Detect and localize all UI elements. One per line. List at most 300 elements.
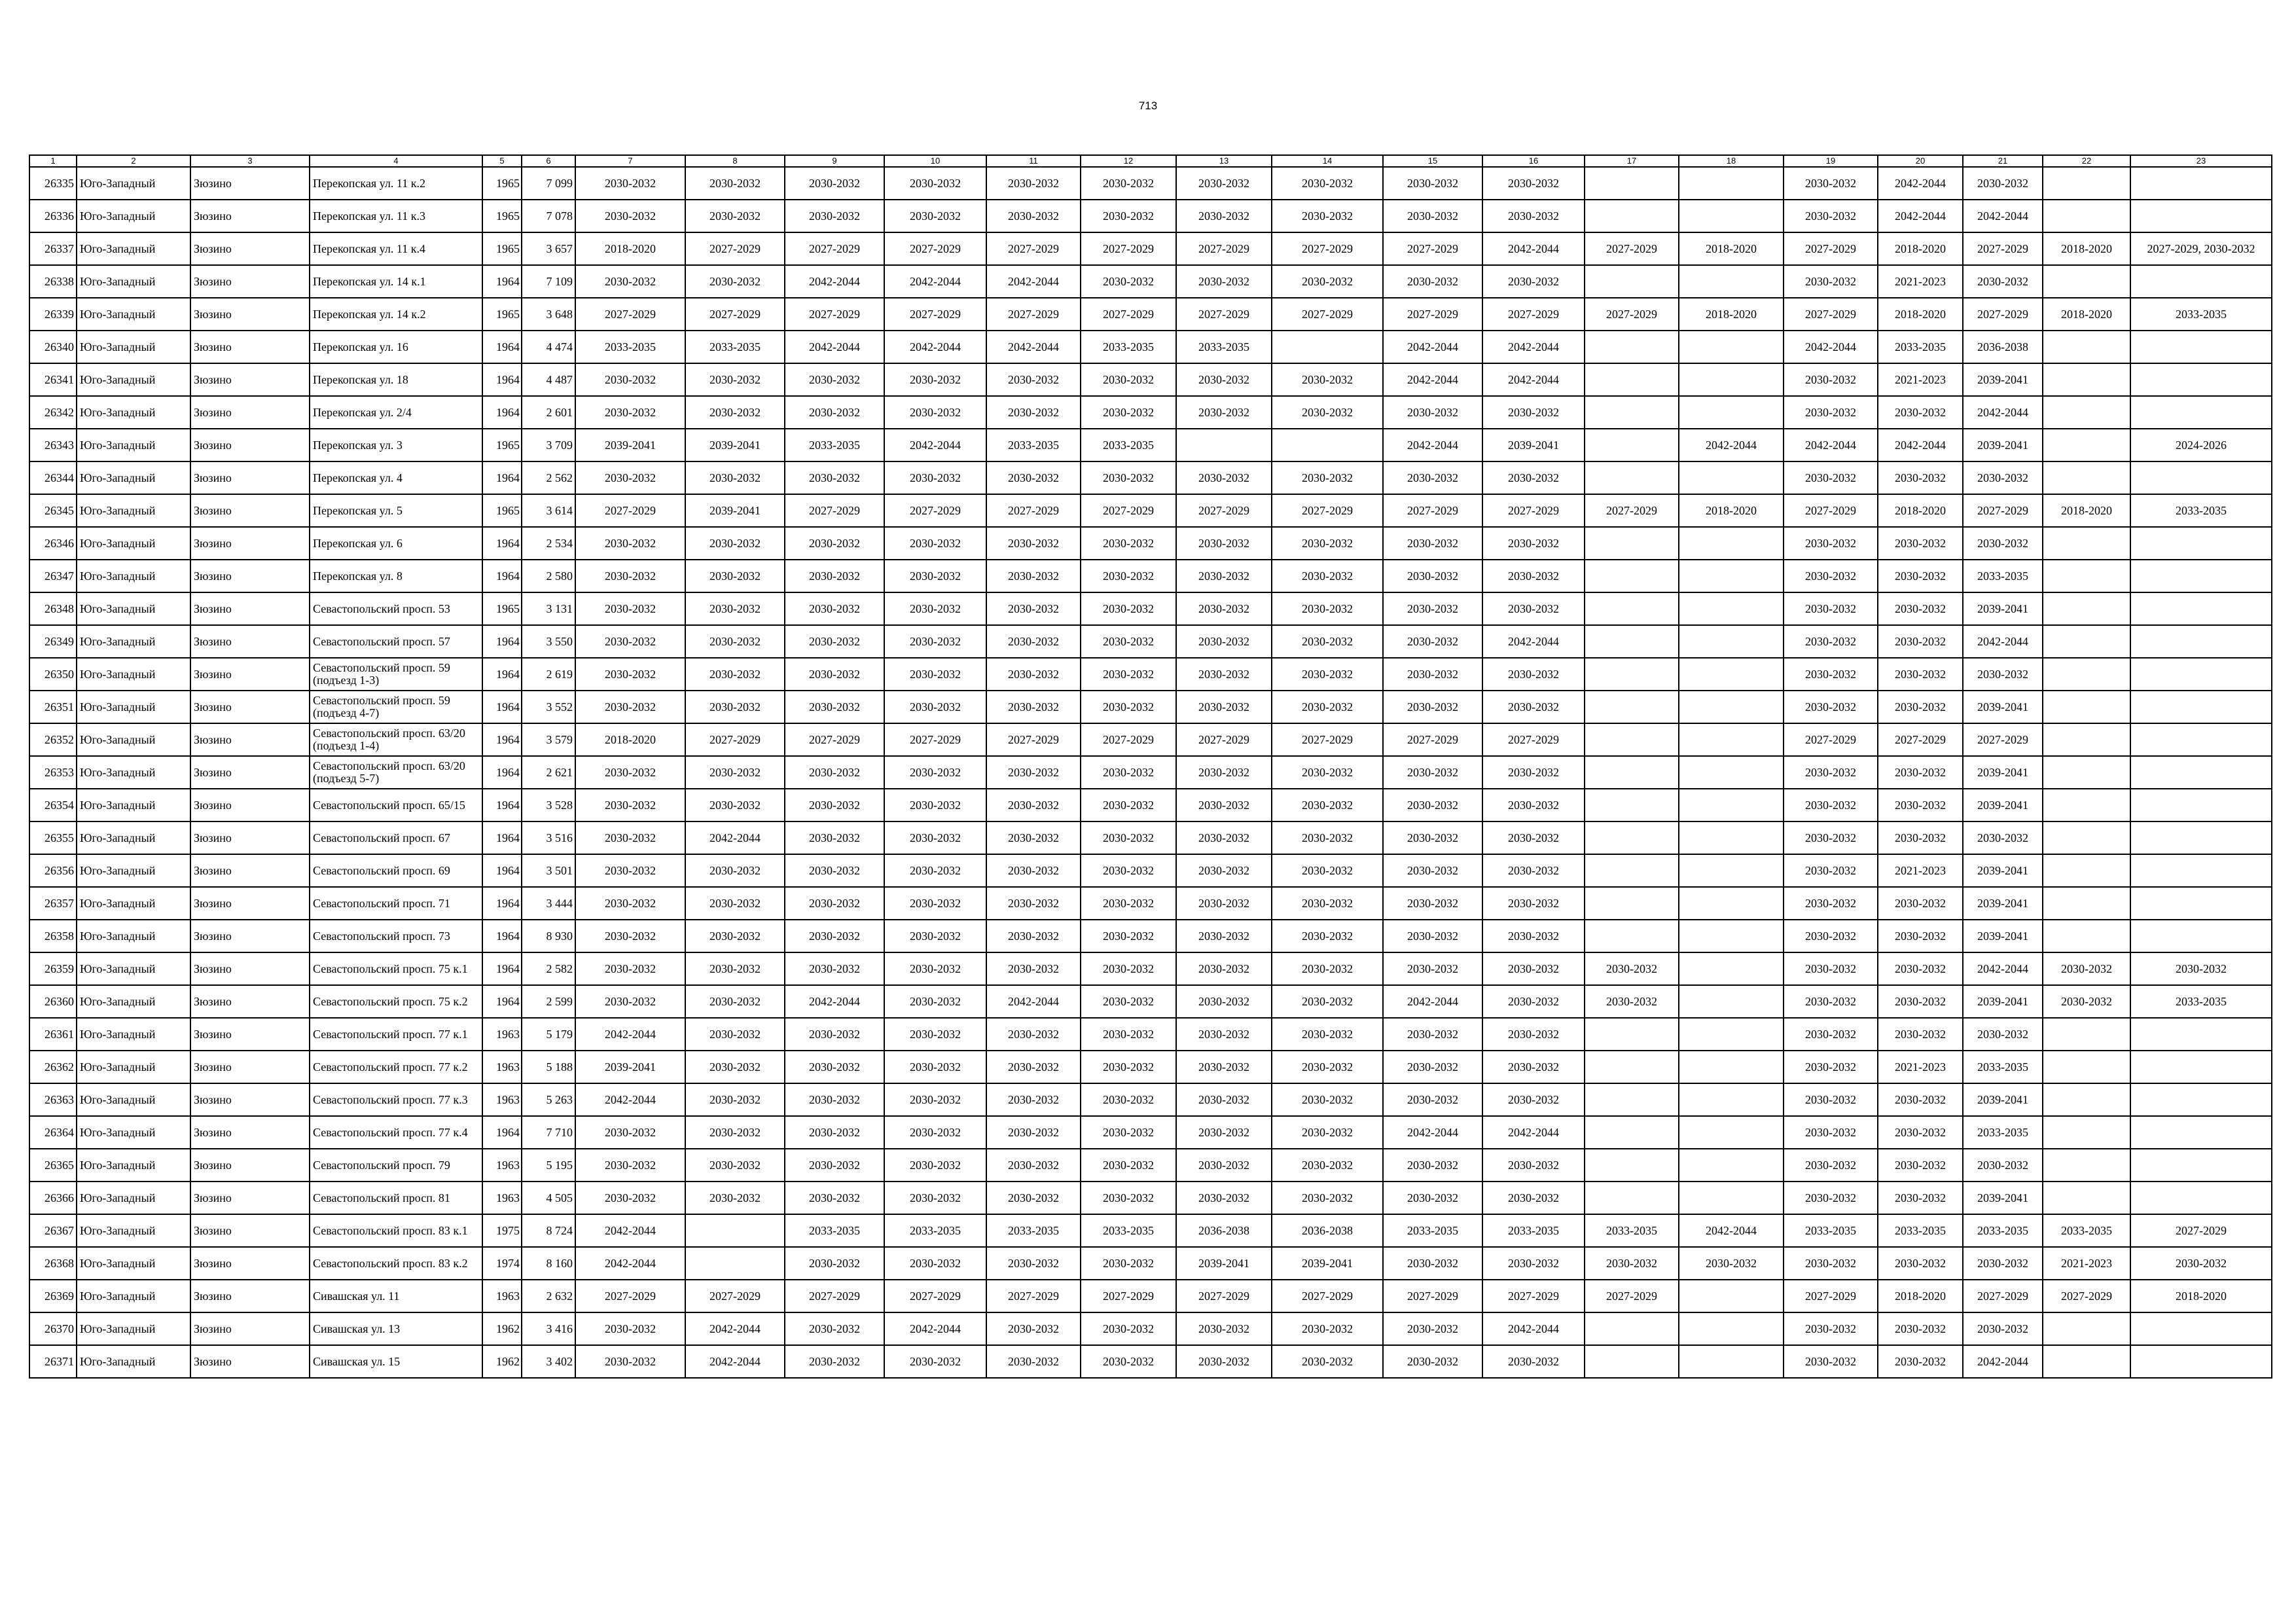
period-cell-col-15: 2042-2044	[1383, 985, 1482, 1018]
period-cell-col-8: 2030-2032	[685, 887, 785, 920]
build-year-cell: 1964	[482, 560, 522, 592]
period-cell-col-19: 2030-2032	[1784, 1083, 1878, 1116]
district-cell: Юго-Западный	[77, 527, 190, 560]
period-cell-col-20: 2030-2032	[1878, 1018, 1963, 1051]
floor-area-cell: 4 505	[522, 1182, 575, 1214]
period-cell-col-11: 2030-2032	[986, 396, 1081, 429]
period-cell-col-20: 2021-2023	[1878, 265, 1963, 298]
period-cell-col-19: 2027-2029	[1784, 232, 1878, 265]
area-cell: Зюзино	[190, 625, 310, 658]
period-cell-col-19: 2042-2044	[1784, 331, 1878, 363]
period-cell-col-14: 2030-2032	[1272, 952, 1383, 985]
period-cell-col-9: 2030-2032	[785, 1083, 884, 1116]
period-cell-col-21: 2039-2041	[1963, 1083, 2043, 1116]
address-cell: Сивашская ул. 13	[310, 1312, 482, 1345]
build-year-cell: 1964	[482, 527, 522, 560]
column-header-12: 12	[1081, 155, 1176, 167]
district-cell: Юго-Западный	[77, 494, 190, 527]
period-cell-col-9: 2030-2032	[785, 363, 884, 396]
period-cell-col-8: 2030-2032	[685, 363, 785, 396]
table-row	[29, 461, 2272, 494]
period-cell-col-23	[2130, 1312, 2272, 1345]
district-cell: Юго-Западный	[77, 985, 190, 1018]
record-id-cell: 26337	[29, 232, 77, 265]
period-cell-col-20: 2033-2035	[1878, 331, 1963, 363]
district-cell: Юго-Западный	[77, 232, 190, 265]
period-cell-col-23	[2130, 1345, 2272, 1378]
period-cell-col-14: 2030-2032	[1272, 396, 1383, 429]
period-cell-col-15: 2030-2032	[1383, 1312, 1482, 1345]
period-cell-col-19: 2030-2032	[1784, 461, 1878, 494]
build-year-cell: 1965	[482, 429, 522, 461]
period-cell-col-7: 2042-2044	[575, 1018, 685, 1051]
period-cell-col-10: 2030-2032	[884, 1018, 986, 1051]
build-year-cell: 1974	[482, 1247, 522, 1280]
period-cell-col-14: 2030-2032	[1272, 560, 1383, 592]
period-cell-col-20: 2033-2035	[1878, 1214, 1963, 1247]
period-cell-col-8: 2042-2044	[685, 1312, 785, 1345]
period-cell-col-19: 2030-2032	[1784, 1182, 1878, 1214]
period-cell-col-22	[2043, 920, 2130, 952]
district-cell: Юго-Западный	[77, 1345, 190, 1378]
period-cell-col-20: 2021-2023	[1878, 854, 1963, 887]
period-cell-col-10: 2030-2032	[884, 200, 986, 232]
address-cell: Перекопская ул. 3	[310, 429, 482, 461]
build-year-cell: 1964	[482, 1116, 522, 1149]
period-cell-col-10: 2030-2032	[884, 1083, 986, 1116]
period-cell-col-18	[1679, 265, 1784, 298]
period-cell-col-13: 2030-2032	[1176, 1116, 1272, 1149]
period-cell-col-21: 2030-2032	[1963, 265, 2043, 298]
period-cell-col-7: 2030-2032	[575, 527, 685, 560]
period-cell-col-13: 2030-2032	[1176, 854, 1272, 887]
period-cell-col-22	[2043, 756, 2130, 789]
period-cell-col-23	[2130, 789, 2272, 821]
column-header-4: 4	[310, 155, 482, 167]
floor-area-cell: 2 599	[522, 985, 575, 1018]
address-cell: Перекопская ул. 16	[310, 331, 482, 363]
address-cell: Перекопская ул. 11 к.4	[310, 232, 482, 265]
period-cell-col-14	[1272, 429, 1383, 461]
period-cell-col-23: 2030-2032	[2130, 952, 2272, 985]
district-cell: Юго-Западный	[77, 658, 190, 691]
period-cell-col-18	[1679, 756, 1784, 789]
period-cell-col-14: 2030-2032	[1272, 461, 1383, 494]
period-cell-col-14: 2027-2029	[1272, 723, 1383, 756]
period-cell-col-10: 2030-2032	[884, 461, 986, 494]
record-id-cell: 26358	[29, 920, 77, 952]
period-cell-col-18	[1679, 920, 1784, 952]
period-cell-col-13: 2030-2032	[1176, 1051, 1272, 1083]
period-cell-col-13: 2030-2032	[1176, 1312, 1272, 1345]
period-cell-col-20: 2018-2020	[1878, 232, 1963, 265]
period-cell-col-7: 2027-2029	[575, 298, 685, 331]
period-cell-col-7: 2030-2032	[575, 167, 685, 200]
period-cell-col-20: 2042-2044	[1878, 429, 1963, 461]
period-cell-col-17	[1585, 429, 1679, 461]
period-cell-col-21: 2039-2041	[1963, 1182, 2043, 1214]
table-row	[29, 625, 2272, 658]
period-cell-col-18	[1679, 1116, 1784, 1149]
period-cell-col-9: 2030-2032	[785, 1345, 884, 1378]
area-cell: Зюзино	[190, 363, 310, 396]
period-cell-col-19: 2030-2032	[1784, 691, 1878, 723]
period-cell-col-16: 2030-2032	[1482, 396, 1585, 429]
column-header-2: 2	[77, 155, 190, 167]
period-cell-col-15: 2030-2032	[1383, 821, 1482, 854]
area-cell: Зюзино	[190, 952, 310, 985]
period-cell-col-9: 2030-2032	[785, 1312, 884, 1345]
period-cell-col-12: 2030-2032	[1081, 1182, 1176, 1214]
period-cell-col-9: 2030-2032	[785, 1149, 884, 1182]
period-cell-col-8: 2030-2032	[685, 756, 785, 789]
period-cell-col-23	[2130, 1083, 2272, 1116]
period-cell-col-23	[2130, 854, 2272, 887]
period-cell-col-14: 2030-2032	[1272, 200, 1383, 232]
period-cell-col-11: 2030-2032	[986, 952, 1081, 985]
period-cell-col-12: 2030-2032	[1081, 821, 1176, 854]
period-cell-col-12: 2030-2032	[1081, 167, 1176, 200]
period-cell-col-9: 2030-2032	[785, 1116, 884, 1149]
address-cell: Севастопольский просп. 77 к.2	[310, 1051, 482, 1083]
period-cell-col-22: 2027-2029	[2043, 1280, 2130, 1312]
district-cell: Юго-Западный	[77, 920, 190, 952]
period-cell-col-22	[2043, 592, 2130, 625]
period-cell-col-14: 2030-2032	[1272, 1083, 1383, 1116]
area-cell: Зюзино	[190, 396, 310, 429]
period-cell-col-11: 2030-2032	[986, 625, 1081, 658]
period-cell-col-7: 2030-2032	[575, 461, 685, 494]
period-cell-col-17	[1585, 1083, 1679, 1116]
period-cell-col-8: 2039-2041	[685, 429, 785, 461]
period-cell-col-9: 2030-2032	[785, 756, 884, 789]
period-cell-col-23: 2027-2029, 2030-2032	[2130, 232, 2272, 265]
period-cell-col-19: 2030-2032	[1784, 1051, 1878, 1083]
period-cell-col-16: 2030-2032	[1482, 527, 1585, 560]
period-cell-col-23	[2130, 527, 2272, 560]
period-cell-col-8: 2030-2032	[685, 691, 785, 723]
area-cell: Зюзино	[190, 658, 310, 691]
period-cell-col-15: 2030-2032	[1383, 396, 1482, 429]
period-cell-col-7: 2030-2032	[575, 1345, 685, 1378]
table-row	[29, 592, 2272, 625]
period-cell-col-17	[1585, 1182, 1679, 1214]
table-row	[29, 494, 2272, 527]
period-cell-col-16: 2042-2044	[1482, 331, 1585, 363]
period-cell-col-8: 2030-2032	[685, 1149, 785, 1182]
period-cell-col-16: 2030-2032	[1482, 821, 1585, 854]
record-id-cell: 26360	[29, 985, 77, 1018]
period-cell-col-23	[2130, 756, 2272, 789]
table-row	[29, 1247, 2272, 1280]
period-cell-col-9: 2030-2032	[785, 625, 884, 658]
period-cell-col-18	[1679, 560, 1784, 592]
period-cell-col-19: 2030-2032	[1784, 560, 1878, 592]
period-cell-col-13: 2036-2038	[1176, 1214, 1272, 1247]
period-cell-col-16: 2042-2044	[1482, 1312, 1585, 1345]
period-cell-col-11: 2030-2032	[986, 920, 1081, 952]
build-year-cell: 1964	[482, 789, 522, 821]
period-cell-col-12: 2030-2032	[1081, 527, 1176, 560]
period-cell-col-9: 2030-2032	[785, 658, 884, 691]
period-cell-col-20: 2030-2032	[1878, 789, 1963, 821]
period-cell-col-11: 2030-2032	[986, 854, 1081, 887]
floor-area-cell: 4 474	[522, 331, 575, 363]
period-cell-col-13: 2027-2029	[1176, 1280, 1272, 1312]
period-cell-col-22	[2043, 1018, 2130, 1051]
period-cell-col-15: 2027-2029	[1383, 1280, 1482, 1312]
period-cell-col-20: 2030-2032	[1878, 560, 1963, 592]
table-row	[29, 167, 2272, 200]
period-cell-col-20: 2021-2023	[1878, 1051, 1963, 1083]
area-cell: Зюзино	[190, 232, 310, 265]
period-cell-col-13: 2030-2032	[1176, 985, 1272, 1018]
period-cell-col-18	[1679, 625, 1784, 658]
period-cell-col-17	[1585, 821, 1679, 854]
period-cell-col-17	[1585, 363, 1679, 396]
period-cell-col-16: 2033-2035	[1482, 1214, 1585, 1247]
floor-area-cell: 3 516	[522, 821, 575, 854]
period-cell-col-11: 2030-2032	[986, 821, 1081, 854]
period-cell-col-21: 2033-2035	[1963, 560, 2043, 592]
column-header-14: 14	[1272, 155, 1383, 167]
period-cell-col-17	[1585, 920, 1679, 952]
period-cell-col-21: 2033-2035	[1963, 1214, 2043, 1247]
period-cell-col-12: 2030-2032	[1081, 625, 1176, 658]
period-cell-col-18	[1679, 789, 1784, 821]
record-id-cell: 26338	[29, 265, 77, 298]
period-cell-col-22	[2043, 887, 2130, 920]
floor-area-cell: 3 501	[522, 854, 575, 887]
period-cell-col-18	[1679, 887, 1784, 920]
period-cell-col-20: 2030-2032	[1878, 1345, 1963, 1378]
period-cell-col-21: 2030-2032	[1963, 658, 2043, 691]
period-cell-col-18	[1679, 592, 1784, 625]
period-cell-col-11: 2030-2032	[986, 1018, 1081, 1051]
column-header-13: 13	[1176, 155, 1272, 167]
period-cell-col-10: 2027-2029	[884, 494, 986, 527]
floor-area-cell: 3 528	[522, 789, 575, 821]
build-year-cell: 1965	[482, 298, 522, 331]
period-cell-col-16: 2039-2041	[1482, 429, 1585, 461]
build-year-cell: 1964	[482, 854, 522, 887]
period-cell-col-12: 2030-2032	[1081, 1149, 1176, 1182]
period-cell-col-9: 2030-2032	[785, 592, 884, 625]
area-cell: Зюзино	[190, 985, 310, 1018]
period-cell-col-19: 2033-2035	[1784, 1214, 1878, 1247]
period-cell-col-21: 2042-2044	[1963, 200, 2043, 232]
floor-area-cell: 2 580	[522, 560, 575, 592]
record-id-cell: 26350	[29, 658, 77, 691]
period-cell-col-10: 2030-2032	[884, 167, 986, 200]
period-cell-col-15: 2030-2032	[1383, 1345, 1482, 1378]
period-cell-col-10: 2030-2032	[884, 691, 986, 723]
record-id-cell: 26349	[29, 625, 77, 658]
build-year-cell: 1963	[482, 1149, 522, 1182]
period-cell-col-10: 2030-2032	[884, 952, 986, 985]
build-year-cell: 1965	[482, 200, 522, 232]
period-cell-col-9: 2042-2044	[785, 265, 884, 298]
period-cell-col-18	[1679, 1312, 1784, 1345]
period-cell-col-23	[2130, 887, 2272, 920]
record-id-cell: 26354	[29, 789, 77, 821]
period-cell-col-23	[2130, 560, 2272, 592]
period-cell-col-16: 2030-2032	[1482, 1345, 1585, 1378]
period-cell-col-9: 2030-2032	[785, 1247, 884, 1280]
build-year-cell: 1964	[482, 691, 522, 723]
area-cell: Зюзино	[190, 200, 310, 232]
period-cell-col-17	[1585, 1051, 1679, 1083]
period-cell-col-13: 2030-2032	[1176, 461, 1272, 494]
address-cell: Севастопольский просп. 83 к.2	[310, 1247, 482, 1280]
period-cell-col-8: 2030-2032	[685, 985, 785, 1018]
period-cell-col-13: 2030-2032	[1176, 363, 1272, 396]
build-year-cell: 1964	[482, 396, 522, 429]
period-cell-col-20: 2030-2032	[1878, 592, 1963, 625]
table-row	[29, 1312, 2272, 1345]
period-cell-col-12: 2027-2029	[1081, 494, 1176, 527]
build-year-cell: 1964	[482, 985, 522, 1018]
floor-area-cell: 3 550	[522, 625, 575, 658]
period-cell-col-23	[2130, 625, 2272, 658]
period-cell-col-7: 2030-2032	[575, 658, 685, 691]
period-cell-col-20: 2030-2032	[1878, 952, 1963, 985]
period-cell-col-22	[2043, 789, 2130, 821]
period-cell-col-18	[1679, 723, 1784, 756]
table-row	[29, 1182, 2272, 1214]
period-cell-col-16: 2030-2032	[1482, 1149, 1585, 1182]
floor-area-cell: 3 614	[522, 494, 575, 527]
district-cell: Юго-Западный	[77, 592, 190, 625]
period-cell-col-12: 2030-2032	[1081, 658, 1176, 691]
build-year-cell: 1963	[482, 1051, 522, 1083]
period-cell-col-12: 2030-2032	[1081, 920, 1176, 952]
period-cell-col-16: 2042-2044	[1482, 232, 1585, 265]
period-cell-col-23: 2027-2029	[2130, 1214, 2272, 1247]
period-cell-col-22	[2043, 625, 2130, 658]
floor-area-cell: 3 131	[522, 592, 575, 625]
address-cell: Севастопольский просп. 63/20 (подъезд 5-7)	[310, 756, 482, 789]
period-cell-col-17	[1585, 756, 1679, 789]
period-cell-col-20: 2042-2044	[1878, 200, 1963, 232]
period-cell-col-16: 2030-2032	[1482, 920, 1585, 952]
period-cell-col-18	[1679, 691, 1784, 723]
record-id-cell: 26366	[29, 1182, 77, 1214]
period-cell-col-8: 2030-2032	[685, 396, 785, 429]
address-cell: Севастопольский просп. 75 к.1	[310, 952, 482, 985]
table-row	[29, 1214, 2272, 1247]
period-cell-col-21: 2027-2029	[1963, 1280, 2043, 1312]
period-cell-col-21: 2030-2032	[1963, 527, 2043, 560]
build-year-cell: 1965	[482, 592, 522, 625]
period-cell-col-17: 2030-2032	[1585, 952, 1679, 985]
table-row	[29, 952, 2272, 985]
period-cell-col-22	[2043, 560, 2130, 592]
period-cell-col-10: 2030-2032	[884, 1247, 986, 1280]
period-cell-col-15: 2030-2032	[1383, 1051, 1482, 1083]
table-row	[29, 527, 2272, 560]
period-cell-col-15: 2030-2032	[1383, 756, 1482, 789]
build-year-cell: 1963	[482, 1182, 522, 1214]
period-cell-col-20: 2030-2032	[1878, 821, 1963, 854]
period-cell-col-9: 2027-2029	[785, 298, 884, 331]
period-cell-col-21: 2033-2035	[1963, 1116, 2043, 1149]
floor-area-cell: 7 078	[522, 200, 575, 232]
period-cell-col-11: 2042-2044	[986, 331, 1081, 363]
address-cell: Севастопольский просп. 77 к.1	[310, 1018, 482, 1051]
period-cell-col-22: 2033-2035	[2043, 1214, 2130, 1247]
period-cell-col-7: 2030-2032	[575, 625, 685, 658]
period-cell-col-18	[1679, 200, 1784, 232]
period-cell-col-19: 2030-2032	[1784, 1247, 1878, 1280]
period-cell-col-13	[1176, 429, 1272, 461]
period-cell-col-7: 2030-2032	[575, 592, 685, 625]
period-cell-col-10: 2030-2032	[884, 527, 986, 560]
period-cell-col-7: 2030-2032	[575, 363, 685, 396]
period-cell-col-11: 2030-2032	[986, 1051, 1081, 1083]
period-cell-col-9: 2027-2029	[785, 232, 884, 265]
build-year-cell: 1965	[482, 167, 522, 200]
record-id-cell: 26370	[29, 1312, 77, 1345]
period-cell-col-20: 2030-2032	[1878, 756, 1963, 789]
area-cell: Зюзино	[190, 920, 310, 952]
record-id-cell: 26336	[29, 200, 77, 232]
record-id-cell: 26351	[29, 691, 77, 723]
district-cell: Юго-Западный	[77, 691, 190, 723]
period-cell-col-8: 2030-2032	[685, 265, 785, 298]
period-cell-col-17	[1585, 1312, 1679, 1345]
period-cell-col-22	[2043, 1083, 2130, 1116]
address-cell: Севастопольский просп. 79	[310, 1149, 482, 1182]
period-cell-col-19: 2030-2032	[1784, 396, 1878, 429]
floor-area-cell: 2 562	[522, 461, 575, 494]
build-year-cell: 1963	[482, 1018, 522, 1051]
floor-area-cell: 3 709	[522, 429, 575, 461]
record-id-cell: 26367	[29, 1214, 77, 1247]
period-cell-col-11: 2027-2029	[986, 723, 1081, 756]
floor-area-cell: 5 263	[522, 1083, 575, 1116]
area-cell: Зюзино	[190, 527, 310, 560]
area-cell: Зюзино	[190, 821, 310, 854]
area-cell: Зюзино	[190, 1182, 310, 1214]
table-body	[29, 167, 2272, 1378]
period-cell-col-22: 2018-2020	[2043, 494, 2130, 527]
period-cell-col-23	[2130, 1116, 2272, 1149]
area-cell: Зюзино	[190, 854, 310, 887]
table-row	[29, 1116, 2272, 1149]
period-cell-col-14: 2030-2032	[1272, 265, 1383, 298]
build-year-cell: 1963	[482, 1083, 522, 1116]
address-cell: Севастопольский просп. 71	[310, 887, 482, 920]
table-row	[29, 298, 2272, 331]
table-row	[29, 363, 2272, 396]
period-cell-col-23: 2030-2032	[2130, 1247, 2272, 1280]
period-cell-col-9: 2027-2029	[785, 723, 884, 756]
period-cell-col-7: 2030-2032	[575, 952, 685, 985]
period-cell-col-10: 2030-2032	[884, 1149, 986, 1182]
build-year-cell: 1962	[482, 1345, 522, 1378]
period-cell-col-12: 2030-2032	[1081, 952, 1176, 985]
period-cell-col-17	[1585, 1345, 1679, 1378]
build-year-cell: 1964	[482, 265, 522, 298]
record-id-cell: 26347	[29, 560, 77, 592]
period-cell-col-18	[1679, 658, 1784, 691]
record-id-cell: 26343	[29, 429, 77, 461]
period-cell-col-23	[2130, 167, 2272, 200]
record-id-cell: 26335	[29, 167, 77, 200]
period-cell-col-23	[2130, 1182, 2272, 1214]
period-cell-col-7: 2030-2032	[575, 854, 685, 887]
